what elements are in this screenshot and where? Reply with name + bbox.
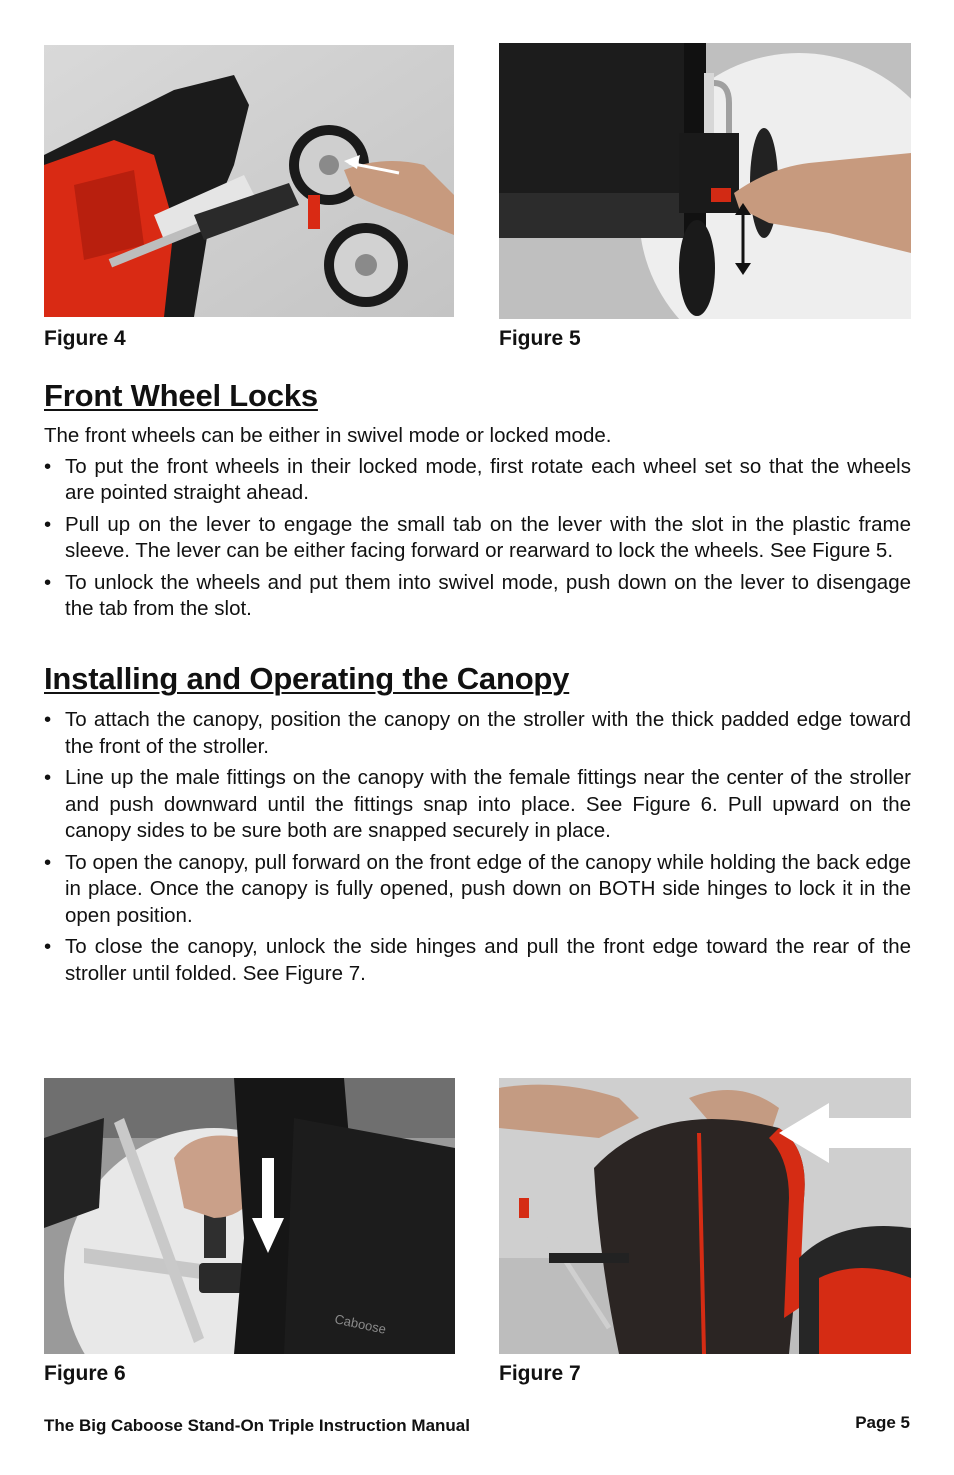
list-item — [44, 934, 911, 987]
caboose-logo-text: Caboose — [333, 1311, 388, 1337]
list-item — [44, 850, 911, 930]
list-item-text: To unlock the wheels and put them into swivel mode, push down on the lever to disengage the tab from the slot. — [65, 570, 911, 620]
front-wheel-locks-heading: Front Wheel Locks — [44, 378, 318, 413]
bullet-mark: • — [44, 766, 52, 789]
page-number: Page 5 — [855, 1413, 910, 1432]
bullet-mark: • — [44, 935, 52, 958]
list-item-text: Line up the male fittings on the canopy with the female fittings near the center of the stroller and push downward until the fittings snap into place. See Figure 6. Pull upward on the canopy sides to be sure both are snapped securely in place. — [65, 766, 911, 842]
figure-6-caption: Figure 6 — [44, 1362, 126, 1385]
figure-4-photo — [44, 45, 454, 317]
figure-7-photo — [499, 1078, 911, 1354]
front-wheel-locks-section — [44, 378, 911, 628]
list-item-text: To attach the canopy, position the canopy on the stroller with the thick padded edge toward the front of the stroller. — [65, 708, 911, 758]
list-item-text: To put the front wheels in their locked mode, first rotate each wheel set so that the wheels are pointed straight ahead. — [65, 454, 911, 504]
front-wheel-locks-intro: The front wheels can be either in swivel mode or locked mode. — [44, 424, 612, 447]
bullet-mark: • — [44, 454, 52, 478]
canopy-heading: Installing and Operating the Canopy — [44, 661, 570, 696]
bullet-mark: • — [44, 850, 52, 874]
canopy-list — [44, 707, 911, 987]
canopy-section — [44, 661, 911, 992]
bullet-mark: • — [44, 570, 52, 594]
list-item — [44, 570, 911, 623]
list-item — [44, 454, 911, 507]
figure-5-caption: Figure 5 — [499, 327, 581, 350]
figure-6-photo — [44, 1078, 455, 1354]
bullet-mark: • — [44, 708, 52, 731]
figure-4-caption: Figure 4 — [44, 327, 126, 350]
list-item-text: To close the canopy, unlock the side hinges and pull the front edge toward the rear of the stroller until folded. See Figure 7. — [65, 935, 911, 985]
list-item-text: Pull up on the lever to engage the small tab on the lever with the slot in the plastic frame sleeve. The lever can be either facing forward or rearward to lock the wheels. See Figure 5. — [65, 512, 911, 562]
figure-5-photo — [499, 43, 911, 319]
front-wheel-locks-list — [44, 454, 911, 623]
list-item — [44, 512, 911, 565]
bullet-mark: • — [44, 512, 52, 536]
figure-7-caption: Figure 7 — [499, 1362, 581, 1385]
footer-manual-title: The Big Caboose Stand-On Triple Instruction Manual — [44, 1416, 470, 1435]
list-item — [44, 765, 911, 845]
list-item-text: To open the canopy, pull forward on the front edge of the canopy while holding the back edge in place. Once the canopy is fully opened, push down on BOTH side hinges to lock it in the open position. — [65, 850, 911, 927]
list-item — [44, 707, 911, 760]
